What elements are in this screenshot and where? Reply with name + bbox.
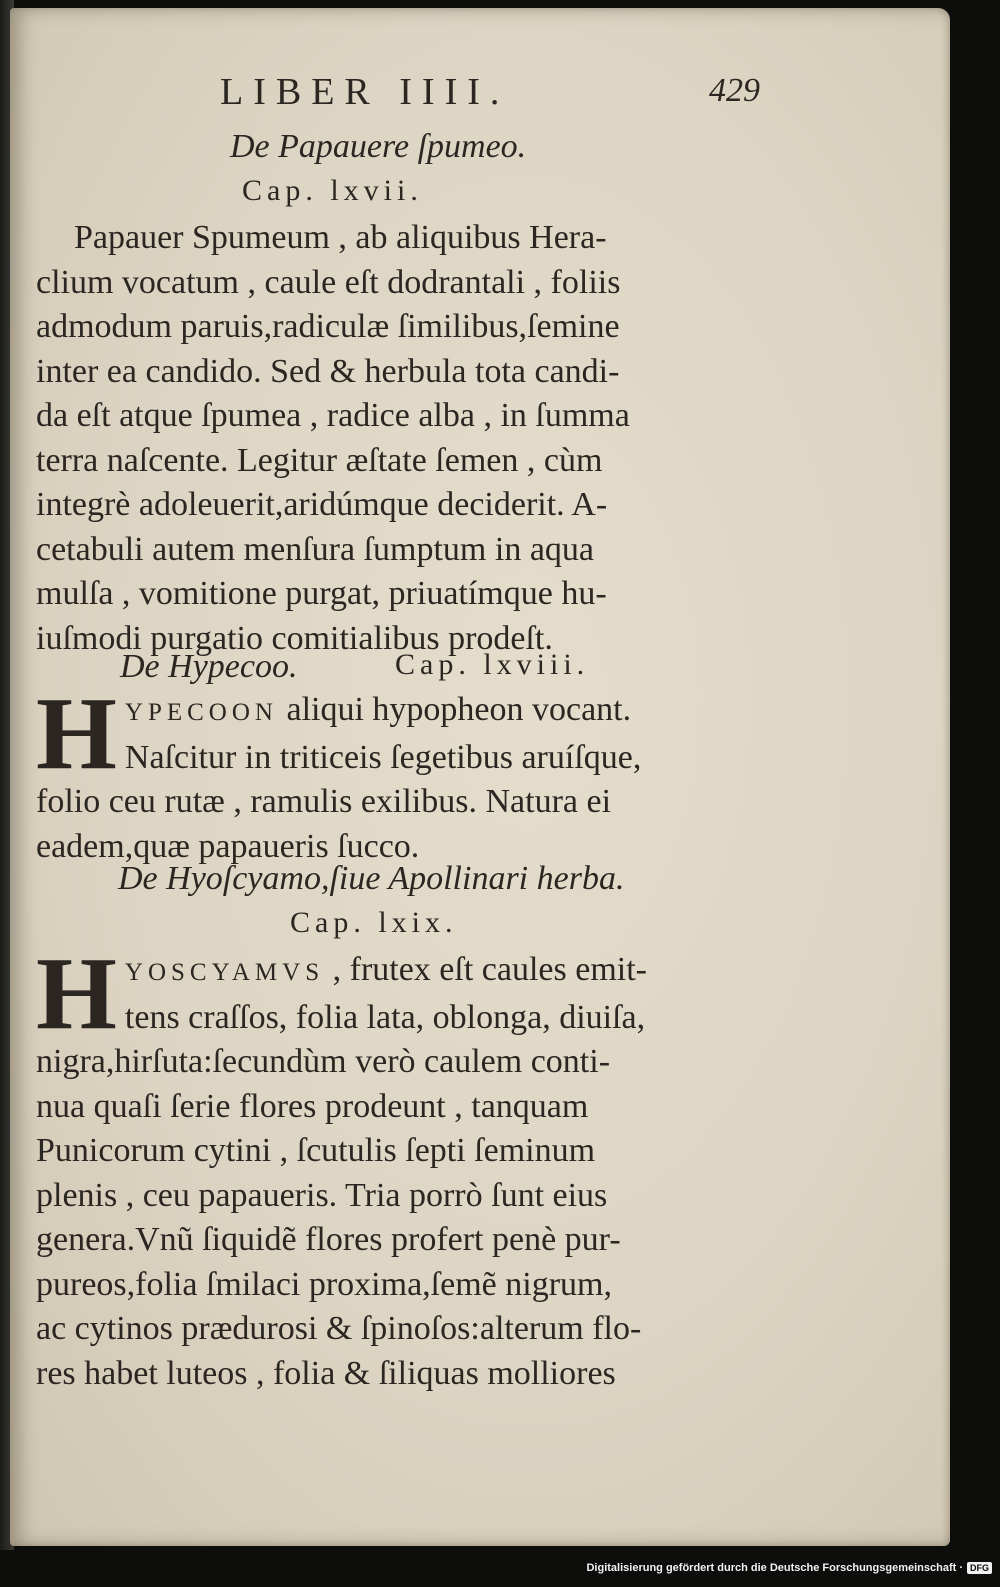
text-line: nigra,hirſuta:ſecundùm verò caulem conti-	[36, 1043, 611, 1080]
text-line: pureos,folia ſmilaci proxima,ſemẽ nigrum,	[36, 1265, 612, 1303]
text-line: Punicorum cytini , ſcutulis ſepti ſeminum	[36, 1132, 596, 1169]
drop-cap-initial: H	[36, 676, 117, 791]
text-line: admodum paruis,radiculæ ſimilibus,ſemine	[36, 308, 620, 345]
section-title-hypecoo: De Hypecoo.	[120, 648, 298, 685]
drop-cap-initial: H	[36, 936, 117, 1051]
text-line: inter ea candido. Sed & herbula tota candi-	[36, 352, 620, 390]
text-line: eadem,quæ papaueris ſucco.	[36, 827, 420, 865]
book-page	[10, 8, 950, 1546]
text-line: plenis , ceu papaueris. Tria porrò ſunt eius	[36, 1176, 608, 1214]
running-head: LIBER IIII.	[220, 71, 510, 113]
chapter-label-69: Cap. lxix.	[290, 906, 458, 939]
text-line: da eſt atque ſpumea , radice alba , in ſumma	[36, 397, 630, 434]
text-line: genera.Vnũ ſiquidẽ flores profert penè pur-	[36, 1221, 621, 1258]
credit-text: Digitalisierung gefördert durch die Deutsche Forschungsgemeinschaft ·	[586, 1562, 963, 1574]
chapter-label-68: Cap. lxviii.	[395, 648, 590, 681]
opening-word: YOSCYAMVS	[124, 959, 325, 986]
text-line: cetabuli autem menſura ſumptum in aqua	[36, 530, 594, 568]
text-line: integrè adoleuerit,aridúmque deciderit. A-	[36, 486, 608, 523]
digitization-credit	[586, 1562, 992, 1574]
section-title-hyoscyamo: De Hyoſcyamo,ſiue Apollinari herba.	[118, 860, 625, 897]
text-line: iuſmodi purgatio comitialibus prodeſt.	[36, 619, 553, 657]
chapter-text-hypecoo	[36, 676, 766, 869]
chapter-label-67: Cap. lxvii.	[242, 174, 423, 207]
text-line: res habet luteos , folia & ſiliquas molliores	[36, 1354, 616, 1392]
text-line: terra naſcente. Legitur æſtate ſemen , cùm	[36, 441, 603, 479]
text-line: , frutex eſt caules emit-	[332, 951, 647, 988]
text-line: ac cytinos prædurosi & ſpinoſos:alterum flo-	[36, 1310, 642, 1347]
section-title-papauer: De Papauere ſpumeo.	[230, 128, 527, 165]
opening-word: YPECOON	[124, 699, 278, 726]
text-line: mulſa , vomitione purgat, priuatímque hu-	[36, 575, 607, 612]
text-line: nua quaſi ſerie flores prodeunt , tanquam	[36, 1087, 589, 1125]
chapter-text-hyoscyamo	[36, 936, 766, 1396]
text-line: Papauer Spumeum , ab aliquibus Hera-	[74, 219, 607, 256]
text-line: folio ceu rutæ , ramulis exilibus. Natura ei	[36, 783, 612, 820]
text-line: tens craſſos, folia lata, oblonga, diuiſa,	[124, 998, 646, 1036]
page-number: 429	[709, 72, 760, 109]
page-header	[220, 70, 780, 120]
text-line: clium vocatum , caule eſt dodrantali , foliis	[36, 263, 621, 301]
chapter-text-papauer	[36, 216, 766, 661]
text-line: aliqui hypopheon vocant.	[286, 691, 632, 728]
dfg-logo: DFG	[967, 1562, 992, 1574]
text-line: Naſcitur in triticeis ſegetibus aruíſque,	[124, 738, 642, 776]
